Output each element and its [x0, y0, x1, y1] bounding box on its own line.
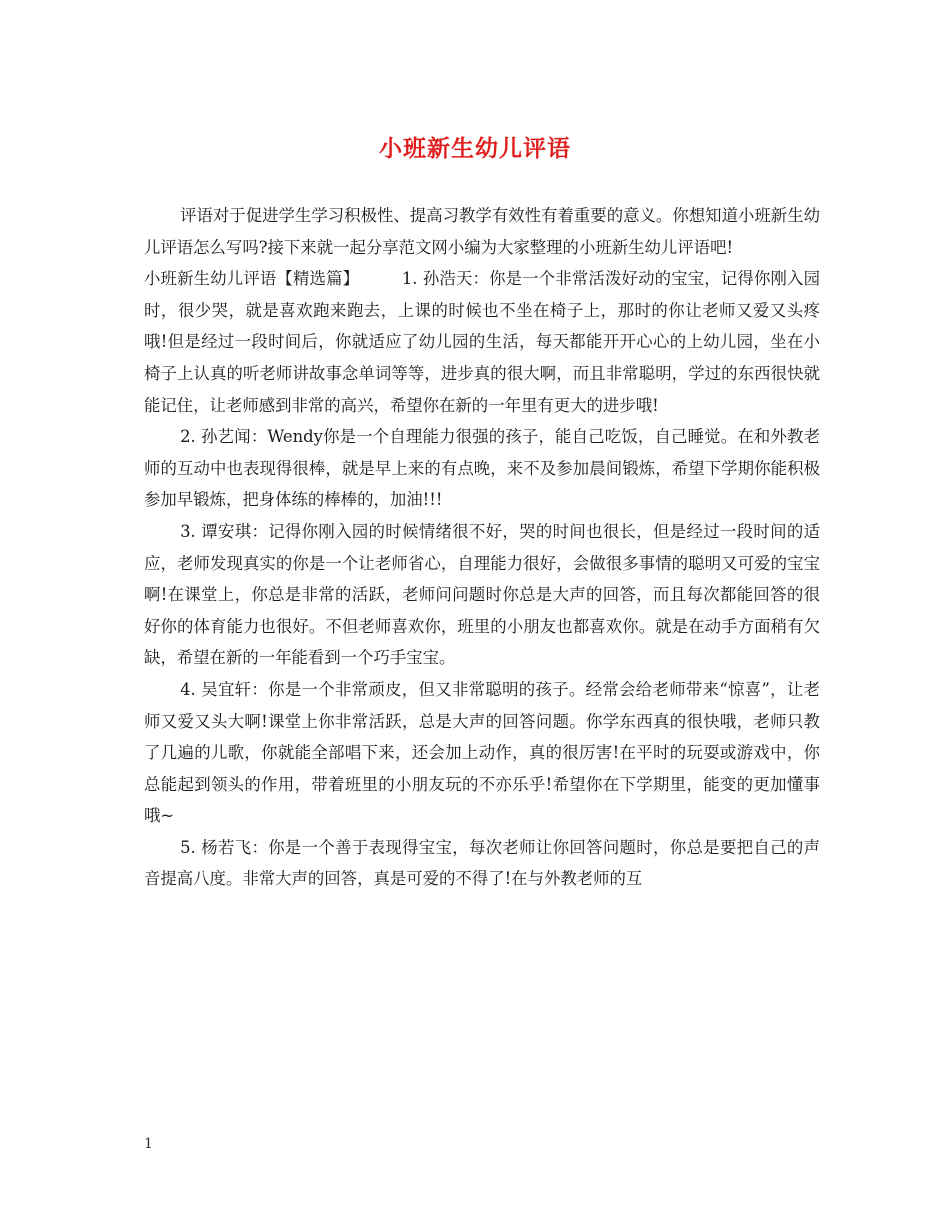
section-label: 小班新生幼儿评语【精选篇】	[144, 269, 360, 289]
intro-paragraph: 评语对于促进学生学习积极性、提高习教学有效性有着重要的意义。你想知道小班新生幼儿评语怎么写吗?接下来就一起分享范文网小编为大家整理的小班新生幼儿评语吧!	[144, 206, 820, 257]
comment-paragraph-4: 4. 吴宜轩：你是一个非常顽皮，但又非常聪明的孩子。经常会给老师带来“惊喜”，让老师又爱又头大啊!课堂上你非常活跃，总是大声的回答问题。你学东西真的很快哦，老师只教了几遍的儿歌，你就能全部唱下来，还会加上动作，真的很厉害!在平时的玩耍或游戏中，你总能起到领头的作用，带着班里的小朋友玩的不亦乐乎!希望你在下学期里，能变的更加懂事哦~	[144, 679, 820, 826]
comment-paragraph-2: 2. 孙艺闻：Wendy你是一个自理能力很强的孩子，能自己吃饭，自己睡觉。在和外教老师的互动中也表现得很棒，就是早上来的有点晚，来不及参加晨间锻炼，希望下学期你能积极参加早锻炼，把身体练的棒棒的，加油!!!	[144, 427, 820, 510]
document-title: 小班新生幼儿评语	[379, 135, 571, 162]
comment-paragraph-5: 5. 杨若飞：你是一个善于表现得宝宝，每次老师让你回答问题时，你总是要把自己的声音提高八度。非常大声的回答，真是可爱的不得了!在与外教老师的互	[144, 837, 820, 889]
section-paragraph	[144, 263, 820, 421]
document-body	[144, 200, 820, 895]
comment-paragraph-3: 3. 谭安琪：记得你刚入园的时候情绪很不好，哭的时间也很长，但是经过一段时间的适应，老师发现真实的你是一个让老师省心，自理能力很好，会做很多事情的聪明又可爱的宝宝啊!在课堂上，你总是非常的活跃，老师问问题时你总是大声的回答，而且每次都能回答的很好你的体育能力也很好。不但老师喜欢你，班里的小朋友也都喜欢你。就是在动手方面稍有欠缺，希望在新的一年能看到一个巧手宝宝。	[144, 521, 820, 668]
comment-paragraph-1: 1. 孙浩天：你是一个非常活泼好动的宝宝，记得你刚入园时，很少哭，就是喜欢跑来跑去，上课的时候也不坐在椅子上，那时的你让老师又爱又头疼哦!但是经过一段时间后，你就适应了幼儿园的生活，每天都能开开心心的上幼儿园，坐在小椅子上认真的听老师讲故事念单词等等，进步真的很大啊，而且非常聪明，学过的东西很快就能记住，让老师感到非常的高兴，希望你在新的一年里有更大的进步哦!	[144, 269, 820, 415]
page-number: 1	[144, 1136, 153, 1152]
